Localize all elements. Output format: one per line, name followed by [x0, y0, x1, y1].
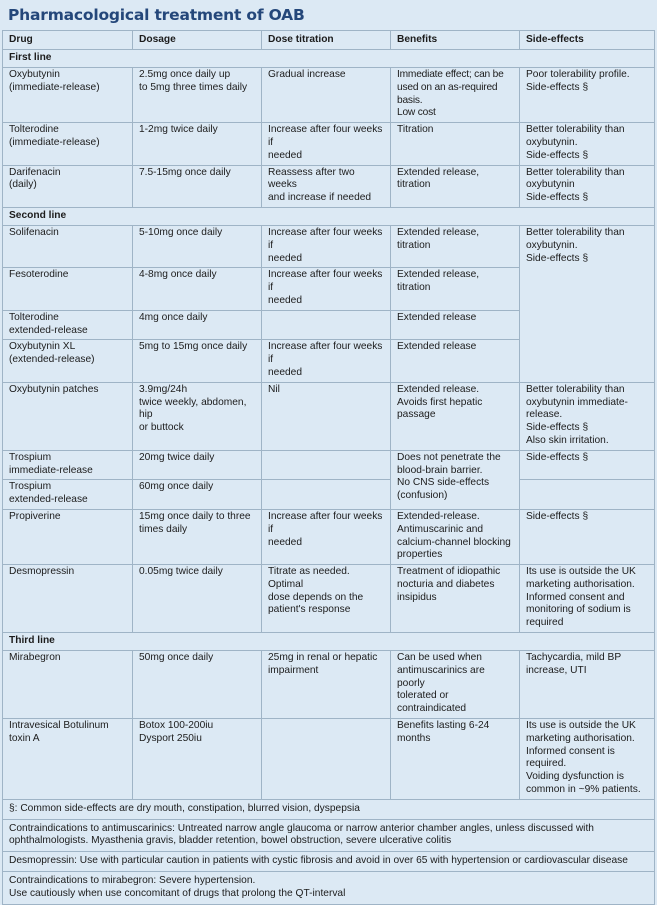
drug-cell: Oxybutynin (immediate-release) [3, 68, 133, 123]
page-title: Pharmacological treatment of OAB [0, 0, 657, 30]
side-effects-cell: Better tolerability than oxybutynin. Side-effects § [520, 123, 655, 165]
benefits-cell: Extended release [391, 310, 520, 340]
drug-cell: Propiverine [3, 509, 133, 564]
titration-cell [262, 310, 391, 340]
titration-cell: Increase after four weeks if needed [262, 340, 391, 382]
side-effects-cell: Better tolerability than oxybutynin immediate- release. Side-effects § Also skin irritation. [520, 382, 655, 450]
dosage-cell: 1-2mg twice daily [133, 123, 262, 165]
titration-cell [262, 450, 391, 480]
drug-cell: Desmopressin [3, 565, 133, 633]
benefits-cell: Extended release. Avoids first hepatic passage [391, 382, 520, 450]
header-benefits: Benefits [391, 31, 520, 50]
dosage-cell: 4-8mg once daily [133, 268, 262, 310]
dosage-cell: 5mg to 15mg once daily [133, 340, 262, 382]
table-row [3, 68, 655, 123]
titration-cell [262, 480, 391, 510]
table-row [3, 509, 655, 564]
drug-cell: Tolterodine extended-release [3, 310, 133, 340]
footnote-row [3, 872, 655, 905]
side-effects-cell: Better tolerability than oxybutynin Side-effects § [520, 165, 655, 207]
footnote-antimuscarinic-contraindications: Contraindications to antimuscarinics: Untreated narrow angle glaucoma or narrow anterior chamber angles, unless discussed with ophthalmologists. Myasthenia gravis, bladder retention, bowel obstruction, severe ulcerative colitis [3, 819, 655, 852]
section-label: Second line [3, 207, 655, 225]
dosage-cell: 60mg once daily [133, 480, 262, 510]
header-titration: Dose titration [262, 31, 391, 50]
side-effects-cell: Its use is outside the UK marketing authorisation. Informed consent and monitoring of sodium is required [520, 565, 655, 633]
table-row [3, 382, 655, 450]
treatment-table [2, 30, 655, 905]
table-row [3, 480, 655, 510]
side-effects-cell-group: Better tolerability than oxybutynin. Side-effects § [520, 225, 655, 382]
footnote-row [3, 819, 655, 852]
table-row [3, 123, 655, 165]
dosage-cell: 7.5-15mg once daily [133, 165, 262, 207]
side-effects-cell: Tachycardia, mild BP increase, UTI [520, 651, 655, 719]
table-row [3, 719, 655, 800]
side-effects-cell: Side-effects § [520, 509, 655, 564]
section-row-first-line [3, 50, 655, 68]
header-side-effects: Side-effects [520, 31, 655, 50]
titration-cell [262, 719, 391, 800]
benefits-cell: Extended-release. Antimuscarinic and calcium-channel blocking properties [391, 509, 520, 564]
titration-cell: Increase after four weeks if needed [262, 268, 391, 310]
side-effects-cell: Poor tolerability profile. Side-effects § [520, 68, 655, 123]
titration-cell: Titrate as needed. Optimal dose depends on the patient's response [262, 565, 391, 633]
table-row [3, 651, 655, 719]
footnote-side-effects: §: Common side-effects are dry mouth, constipation, blurred vision, dyspepsia [3, 799, 655, 819]
benefits-cell: Immediate effect; can be used on an as-required basis. Low cost [391, 68, 520, 123]
drug-cell: Darifenacin (daily) [3, 165, 133, 207]
benefits-cell: Extended release [391, 340, 520, 382]
table-row [3, 450, 655, 480]
titration-cell: Increase after four weeks if needed [262, 509, 391, 564]
titration-cell: Reassess after two weeks and increase if needed [262, 165, 391, 207]
section-label: First line [3, 50, 655, 68]
table-row [3, 225, 655, 267]
side-effects-cell: Its use is outside the UK marketing authorisation. Informed consent is required. Voiding dysfunction is common in ~9% patients. [520, 719, 655, 800]
side-effects-cell: Side-effects § [520, 450, 655, 480]
titration-cell: Increase after four weeks if needed [262, 225, 391, 267]
footnote-row [3, 799, 655, 819]
section-row-second-line [3, 207, 655, 225]
benefits-cell: Extended release, titration [391, 165, 520, 207]
header-row [3, 31, 655, 50]
titration-cell: Nil [262, 382, 391, 450]
benefits-cell: Titration [391, 123, 520, 165]
table-row [3, 565, 655, 633]
benefits-cell: Benefits lasting 6-24 months [391, 719, 520, 800]
dosage-cell: 3.9mg/24h twice weekly, abdomen, hip or buttock [133, 382, 262, 450]
benefits-cell: Treatment of idiopathic nocturia and diabetes insipidus [391, 565, 520, 633]
dosage-cell: 2.5mg once daily up to 5mg three times daily [133, 68, 262, 123]
section-label: Third line [3, 633, 655, 651]
table-row [3, 165, 655, 207]
drug-cell: Trospium immediate-release [3, 450, 133, 480]
drug-cell: Solifenacin [3, 225, 133, 267]
drug-cell: Tolterodine (immediate-release) [3, 123, 133, 165]
header-dosage: Dosage [133, 31, 262, 50]
footnote-desmopressin: Desmopressin: Use with particular caution in patients with cystic fibrosis and avoid in over 65 with hypertension or cardiovascular disease [3, 852, 655, 872]
drug-cell: Mirabegron [3, 651, 133, 719]
side-effects-cell [520, 480, 655, 510]
footnote-row [3, 852, 655, 872]
benefits-cell: Extended release, titration [391, 268, 520, 310]
dosage-cell: 20mg twice daily [133, 450, 262, 480]
dosage-cell: 4mg once daily [133, 310, 262, 340]
titration-cell: Increase after four weeks if needed [262, 123, 391, 165]
drug-cell: Fesoterodine [3, 268, 133, 310]
titration-cell: 25mg in renal or hepatic impairment [262, 651, 391, 719]
titration-cell: Gradual increase [262, 68, 391, 123]
dosage-cell: 0.05mg twice daily [133, 565, 262, 633]
drug-cell: Oxybutynin XL (extended-release) [3, 340, 133, 382]
dosage-cell: 5-10mg once daily [133, 225, 262, 267]
drug-cell: Oxybutynin patches [3, 382, 133, 450]
header-drug: Drug [3, 31, 133, 50]
footnote-mirabegron: Contraindications to mirabegron: Severe hypertension. Use cautiously when use concomitant of drugs that prolong the QT-interval [3, 872, 655, 905]
benefits-cell: Extended release, titration [391, 225, 520, 267]
benefits-cell: Can be used when antimuscarinics are poorly tolerated or contraindicated [391, 651, 520, 719]
drug-cell: Trospium extended-release [3, 480, 133, 510]
drug-cell: Intravesical Botulinum toxin A [3, 719, 133, 800]
section-row-third-line [3, 633, 655, 651]
dosage-cell: Botox 100-200iu Dysport 250iu [133, 719, 262, 800]
benefits-cell-group: Does not penetrate the blood-brain barrier. No CNS side-effects (confusion) [391, 450, 520, 509]
dosage-cell: 15mg once daily to three times daily [133, 509, 262, 564]
dosage-cell: 50mg once daily [133, 651, 262, 719]
